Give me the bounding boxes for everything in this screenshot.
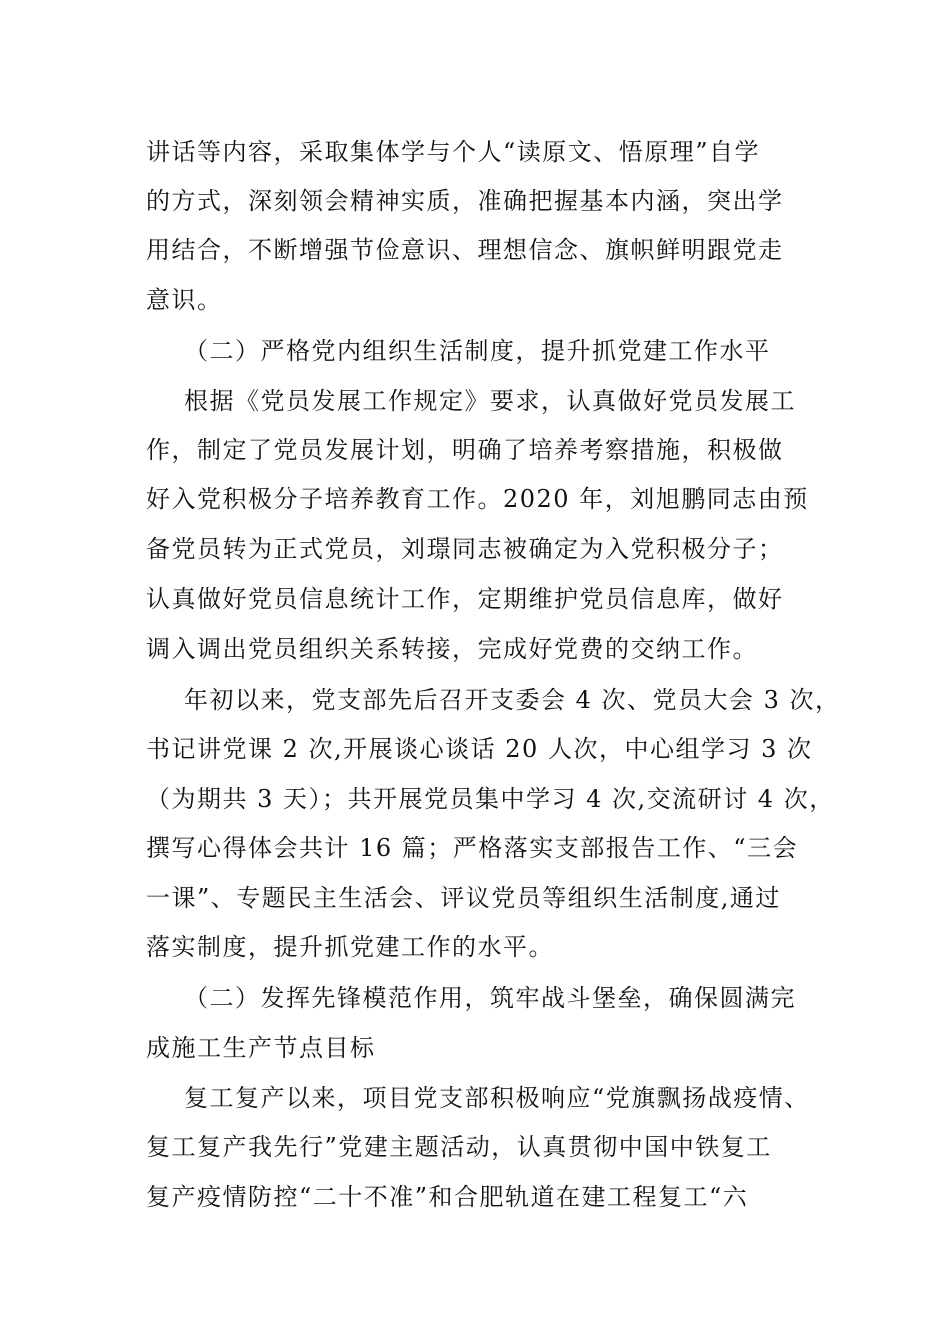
text-line: 用结合，不断增强节俭意识、理想信念、旗帜鲜明跟党走 <box>146 236 784 264</box>
text-line: 的方式，深刻领会精神实质，准确把握基本内涵，突出学 <box>146 187 784 215</box>
section-heading: （二）发挥先锋模范作用，筑牢战斗堡垒，确保圆满完 <box>184 984 796 1012</box>
text-line: （为期共 3 天）；共开展党员集中学习 4 次,交流研讨 4 次， <box>146 785 835 813</box>
text-line: 年初以来，党支部先后召开支委会 4 次、党员大会 3 次， <box>184 686 841 714</box>
text-line: 调入调出党员组织关系转接，完成好党费的交纳工作。 <box>146 635 758 663</box>
text-line: 意识。 <box>146 286 223 314</box>
text-line: 作，制定了党员发展计划，明确了培养考察措施，积极做 <box>146 436 784 464</box>
text-line: 复工复产以来，项目党支部积极响应“党旗飘扬战疫情、 <box>184 1084 810 1112</box>
text-line: 书记讲党课 2 次,开展谈心谈话 20 人次，中心组学习 3 次 <box>146 735 813 763</box>
text-line: 复产疫情防控“二十不准”和合肥轨道在建工程复工“六 <box>146 1183 749 1211</box>
text-line: 一课”、专题民主生活会、评议党员等组织生活制度,通过 <box>146 884 781 912</box>
text-line: 讲话等内容，采取集体学与个人“读原文、悟原理”自学 <box>146 138 761 166</box>
text-line: 复工复产我先行”党建主题活动，认真贯彻中国中铁复工 <box>146 1133 772 1161</box>
section-heading: （二）严格党内组织生活制度，提升抓党建工作水平 <box>184 337 771 365</box>
text-line: 根据《党员发展工作规定》要求，认真做好党员发展工 <box>184 387 796 415</box>
text-line: 落实制度，提升抓党建工作的水平。 <box>146 933 554 961</box>
section-heading-continued: 成施工生产节点目标 <box>146 1034 376 1062</box>
text-line: 撰写心得体会共计 16 篇；严格落实支部报告工作、“三会 <box>146 834 799 862</box>
text-line: 备党员转为正式党员，刘璟同志被确定为入党积极分子； <box>146 535 784 563</box>
text-line: 认真做好党员信息统计工作，定期维护党员信息库，做好 <box>146 585 784 613</box>
text-line: 好入党积极分子培养教育工作。2020 年，刘旭鹏同志由预 <box>146 485 809 513</box>
